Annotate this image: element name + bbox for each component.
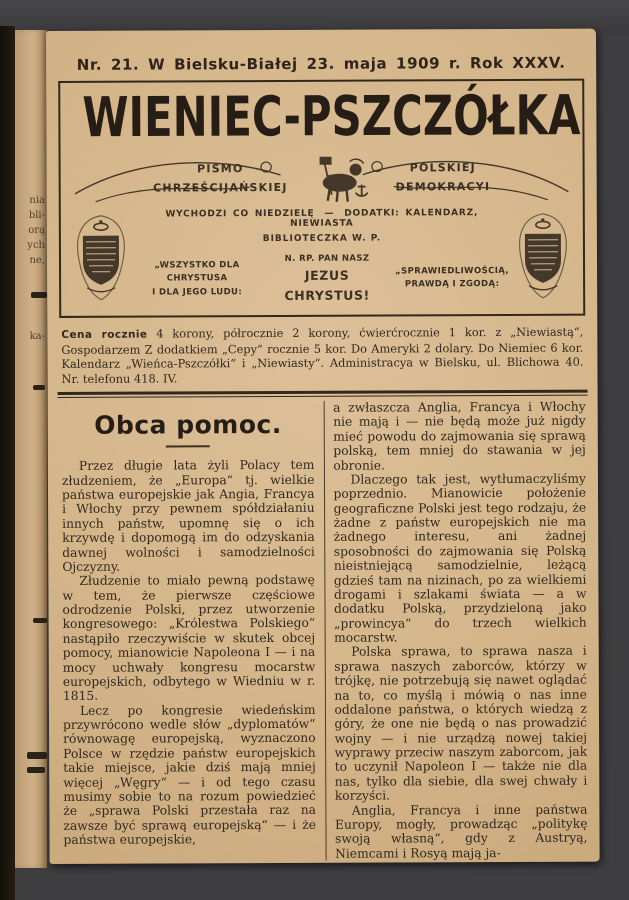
masthead-info [129, 208, 515, 306]
subtitle-left: PISMO CHRZEŚCIJAŃSKIEJ [153, 162, 288, 195]
article-title: Obca pomoc. [94, 410, 282, 440]
adjacent-page-edge [15, 30, 47, 868]
subscription-lead: Cena rocznie [61, 328, 148, 341]
motto-left: „WSZYSTKO DLA CHRYSTUSA I DLA JEGO LUDU: [152, 260, 243, 298]
margin-text-fragment: ka- [29, 331, 45, 342]
motto-right: „SPRAWIEDLIWOŚCIĄ, PRAWDĄ I ZGODĄ: [395, 265, 510, 290]
masthead [58, 79, 585, 318]
masthead-subtitle-row [65, 152, 579, 206]
dash: — [324, 208, 335, 219]
title-divider [166, 446, 210, 448]
subscription-info [61, 325, 583, 387]
paragraph: Anglia, Francya i inne państwa Europy, mogły, prowadząc „politykę swoją własną“, gdy z Austryą, Niemcami i Rosyą mają ja- [334, 802, 588, 861]
ink-smudge [27, 767, 45, 773]
left-column [58, 401, 326, 862]
margin-text-fragment: ne, [29, 255, 45, 266]
right-coat-of-arms-icon [515, 212, 571, 300]
article-columns [58, 400, 590, 862]
ink-smudge [31, 292, 47, 298]
flourish-ornament [65, 152, 579, 206]
margin-text-fragment: orą [28, 225, 45, 236]
paragraph: Polska sprawa, to sprawa nasza i sprawa naszych zaborców, którzy w trójkę, nie potrzebują się nawet oglądać na to, co myślą i mówią o nas inne oddalone państwa, o których wiedzą z góry, że one nie będą o nas prowadzić wojny — i nie urządzą nowej takiej wyprawy przeciw naszym zaborcom, jak to uczynił Napoleon I — także nie dla nas, tylko dla siebie, dla swej chwały i korzyści. [334, 644, 588, 803]
motto-row [135, 252, 509, 306]
issue-info-line: Nr. 21. W Bielsku-Białej 23. maja 1909 r. Rok XXXV. [76, 53, 566, 74]
right-column [324, 400, 590, 861]
paragraph: Dlaczego tak jest, wytłumaczyliśmy poprzednio. Mianowicie położenie geograficzne Polski jest tego rodzaju, że żadne z państw europejskich nie ma żadnego interesu, ani żadnej sposobności do zajmowania się Polską nieistniejącą samodzielnie, leżącą gdzieś tam na nizinach, po za wielkiemi drogami i szlakami świata — a w dodatku Polską, przydzieloną jako „prowincya“ do trzech wielkich mocarstw. [333, 471, 587, 645]
paragraph: a zwłaszcza Anglia, Francya i Włochy nie mają i — nie będą może już nigdy mieć powodu do zajmowania się sprawą polską, tem mniej do stawania w jej obronie. [333, 399, 586, 473]
publication-schedule-line: WYCHODZI CO NIEDZIELĘ — DODATKI: KALENDARZ, NIEWIASTA [165, 208, 479, 229]
paragraph: Złudzenie to miało pewną podstawę w tem, że pierwsze częściowe odrodzenie Polski, przez utworzenie kongresowego: „Królestwa Polskiego“ nastąpiło rzeczywiście w skutek obcej pomocy, mianowicie Napoleona I — i na mocy uchwały kongresu mocarstw europejskich, odbytego w Wiedniu w r. 1815. [62, 573, 316, 704]
library-line: BIBLIOTECZKA W. P. [262, 233, 382, 245]
paragraph: Lecz po kongresie wiedeńskim przywrócono wedle słów „dyplomatów“ równowagę europejską, wyznaczono Polsce w rzędzie państw europejskich takie miejsce, jakie dziś mają mniej więcej „Węgry“ — i od tego czasu musimy sobie to na rozum powiedzieć że „sprawa Polski przestała raz na zawsze być sprawą europejską“ — i że państwa europejskie, [62, 702, 317, 847]
subtitle-right: POLSKIEJ DEMOKRACYI [395, 161, 491, 194]
margin-text-fragment: nia [29, 195, 45, 206]
subscription-text: 4 korony, półrocznie 2 korony, ćwierćrocznie 1 kor. z „Niewiastą“, Gospodarzem Z dodatkiem „Cepy“ rocznie 5 kor. Do Ameryki 2 dolary. Do Niemiec 6 kor. Kalendarz „Wieńca-Pszczółki“ i „Niewiasty“. Administracya w Bielsku, ul. Blichowa 40. Nr. telefonu 418. IV. [61, 324, 584, 387]
motto-center: N. RP. PAN NASZ JEZUS CHRYSTUS! [284, 253, 370, 303]
margin-text-fragment: ych [27, 240, 45, 251]
ink-smudge [33, 618, 47, 623]
section-divider-rule [58, 390, 588, 398]
newspaper-page [46, 29, 600, 864]
masthead-emblem-row [65, 208, 579, 306]
margin-text-fragment: bli- [28, 210, 45, 221]
newspaper-title: WIENIEC-PSZCZÓŁKA [82, 82, 581, 150]
left-coat-of-arms-icon [73, 214, 129, 302]
paragraph: Przez długie lata żyli Polacy tem złudzeniem, że „Europa“ tj. wielkie państwa europejskie jak Angia, Francya i Włochy przy pewnem spółdziałaniu innych państw, upomnę się o ich krzywdę i dopomogą im do odzyskania dawnej wolności i samodzielności Ojczyzny. [61, 458, 315, 574]
ink-smudge [27, 752, 47, 759]
ink-smudge [33, 385, 45, 390]
book-binding [0, 26, 15, 900]
